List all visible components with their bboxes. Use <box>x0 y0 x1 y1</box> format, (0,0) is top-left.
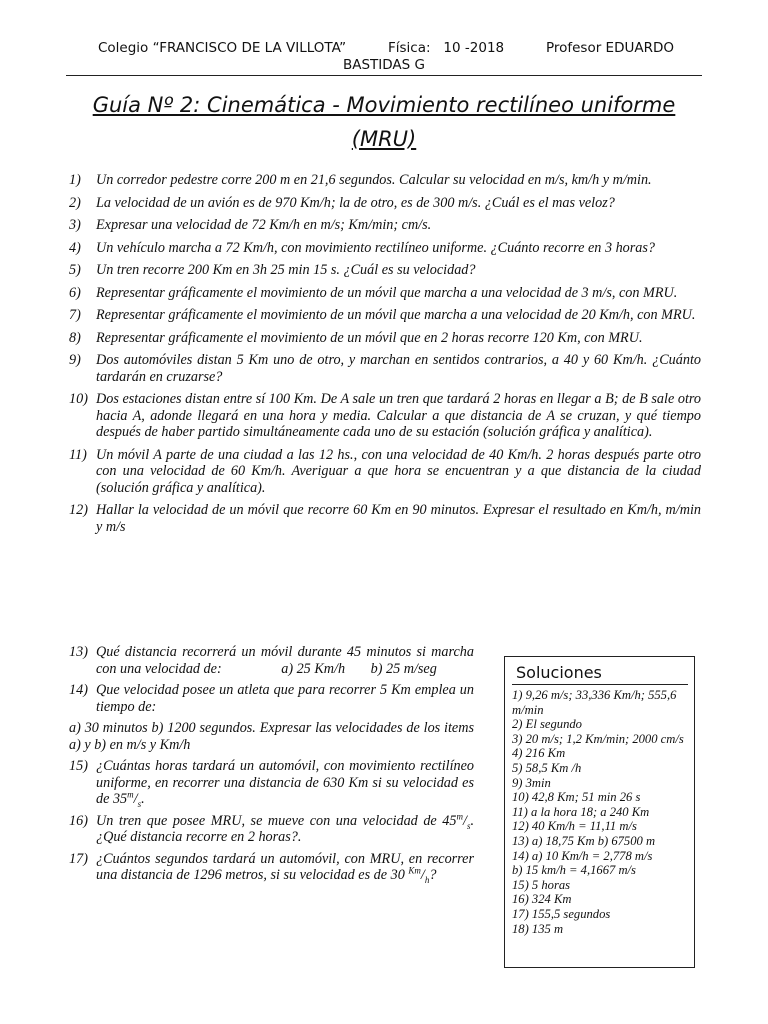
teacher-surname: BASTIDAS G <box>342 57 425 73</box>
question-text: Un corredor pedestre corre 200 m en 21,6 segundos. Calcular su velocidad en m/s, km/h y m/min. <box>96 172 652 188</box>
solution-item: 13) a) 18,75 Km b) 67500 m <box>512 833 656 848</box>
question-1 <box>69 172 701 189</box>
header-divider <box>66 75 702 76</box>
solutions-list <box>512 688 688 936</box>
unit-denominator: s <box>137 798 142 809</box>
solution-item: 3) 20 m/s; 1,2 Km/min; 2000 cm/s <box>512 731 684 746</box>
question-14 <box>69 682 474 715</box>
solution-item: 18) 135 m <box>512 921 564 936</box>
solution-item: 4) 216 Km <box>512 746 566 761</box>
question-text: Representar gráficamente el movimiento de un móvil que en 2 horas recorre 120 Km, con MRU. <box>96 329 643 346</box>
question-11 <box>69 447 701 497</box>
question-number: 10) <box>69 391 88 407</box>
question-number: 7) <box>69 307 81 323</box>
question-6 <box>69 285 701 302</box>
document-header <box>66 40 702 74</box>
question-number: 3) <box>69 217 81 233</box>
question-15-end: . <box>141 791 145 807</box>
question-15 <box>69 758 474 808</box>
question-13-text: Qué distancia recorrerá un móvil durante 45 minutos si marcha con una velocidad de: <box>96 644 474 677</box>
question-14-continuation: a) 30 minutos b) 1200 segundos. Expresar las velocidades de los items a) y b) en m/s y Km/h <box>69 720 474 753</box>
question-number: 13) <box>69 644 88 660</box>
title-line-1: Guía Nº 2: Cinemática - Movimiento rectilíneo uniforme <box>92 93 676 117</box>
question-number: 4) <box>69 239 81 256</box>
question-number: 15) <box>69 758 88 774</box>
title-line-2: (MRU) <box>351 127 417 151</box>
question-number: 11) <box>69 446 87 463</box>
solution-item: 2) El segundo <box>512 717 582 732</box>
question-text: Que velocidad posee un atleta que para recorrer 5 Km emplea un tiempo de: <box>96 682 474 715</box>
question-number: 17) <box>69 850 88 867</box>
unit-denominator: s <box>466 820 471 831</box>
question-number: 6) <box>69 284 81 301</box>
subject: Física: <box>388 40 431 56</box>
question-5 <box>69 262 701 279</box>
solution-item: b) 15 km/h = 4,1667 m/s <box>512 863 636 878</box>
question-text: Hallar la velocidad de un móvil que recorre 60 Km en 90 minutos. Expresar el resultado en Km/h, m/min y m/s <box>96 502 701 535</box>
solution-item: 1) 9,26 m/s; 33,336 Km/h; 555,6 m/min <box>512 688 677 717</box>
question-12 <box>69 502 701 535</box>
question-number: 8) <box>69 329 81 346</box>
question-text: Un tren recorre 200 Km en 3h 25 min 15 s. ¿Cuál es su velocidad? <box>96 262 476 278</box>
question-number: 1) <box>69 172 81 188</box>
question-2 <box>69 195 701 212</box>
option-a: a) 25 Km/h <box>281 660 346 677</box>
question-number: 12) <box>69 502 88 518</box>
unit-numerator: Km <box>408 865 421 876</box>
question-7 <box>69 307 701 324</box>
question-text: ¿Cuántas horas tardará un automóvil, con movimiento rectilíneo uniforme, en recorrer una distancia de 630 Km si su velocidad es de $35^m/_s$. <box>96 758 474 809</box>
solutions-title: Soluciones <box>512 662 688 685</box>
question-number: 16) <box>69 812 88 829</box>
question-10 <box>69 391 701 441</box>
solution-item: 14) a) 10 Km/h = 2,778 m/s <box>512 848 653 863</box>
question-number: 14) <box>69 682 88 698</box>
question-list <box>69 172 701 541</box>
question-17-text: ¿Cuántos segundos tardará un automóvil, con MRU, en recorrer una distancia de 1296 metros, si su velocidad es de 30 <box>96 850 474 883</box>
question-4 <box>69 240 701 257</box>
question-13 <box>69 644 474 677</box>
solution-item: 5) 58,5 Km /h <box>512 760 582 775</box>
question-column <box>69 644 474 889</box>
question-16-end: . ¿Qué distancia recorre en 2 horas?. <box>96 812 474 845</box>
unit-denominator: h <box>424 874 430 885</box>
question-text: Un vehículo marcha a 72 Km/h, con movimiento rectilíneo uniforme. ¿Cuánto recorre en 3 horas? <box>96 239 656 256</box>
question-text <box>96 644 474 677</box>
subject-and-year <box>388 40 504 57</box>
question-3 <box>69 217 701 234</box>
question-number: 2) <box>69 194 81 211</box>
question-15-text: ¿Cuántas horas tardará un automóvil, con movimiento rectilíneo uniforme, en recorrer una distancia de 630 Km si su velocidad es de 35 <box>96 758 474 807</box>
question-9 <box>69 352 701 385</box>
year: 10 -2018 <box>443 40 505 56</box>
teacher-name: Profesor EDUARDO <box>545 40 674 56</box>
question-text: Dos automóviles distan 5 Km uno de otro, y marchan en sentidos contrarios, a 40 y 60 Km/h. ¿Cuánto tardarán en cruzarse? <box>96 352 701 385</box>
question-16-text: Un tren que posee MRU, se mueve con una velocidad de 45 <box>96 812 457 829</box>
question-8 <box>69 330 701 347</box>
question-number: 9) <box>69 352 81 368</box>
solution-item: 16) 324 Km <box>512 892 572 907</box>
solution-item: 12) 40 Km/h = 11,11 m/s <box>512 819 637 834</box>
question-text: Representar gráficamente el movimiento de un móvil que marcha a una velocidad de 20 Km/h, con MRU. <box>96 307 696 323</box>
question-text: Dos estaciones distan entre sí 100 Km. De A sale un tren que tardará 2 horas en llegar a B; de B sale otro hacia A, adonde llegará en una hora y media. Calcular a que distancia de A se cruzan, y qué tiempo después de haber partido simultáneamente cada uno de su estación (solución gráfica y analítica). <box>96 391 701 440</box>
solution-item: 11) a la hora 18; a 240 Km <box>512 804 650 819</box>
solution-item: 9) 3min <box>512 775 551 790</box>
question-text: Representar gráficamente el movimiento de un móvil que marcha a una velocidad de 3 m/s, con MRU. <box>96 284 678 301</box>
question-17-end: ? <box>429 867 437 883</box>
page-title <box>66 88 702 156</box>
question-text: La velocidad de un avión es de 970 Km/h; la de otro, es de 300 m/s. ¿Cuál es el mas veloz? <box>96 194 615 211</box>
question-number: 5) <box>69 262 81 278</box>
question-17 <box>69 851 474 884</box>
solution-item: 15) 5 horas <box>512 877 571 892</box>
option-b: b) 25 m/seg <box>370 660 437 677</box>
question-16 <box>69 810 474 846</box>
solutions-box <box>504 656 695 968</box>
question-text: ¿Cuántos segundos tardará un automóvil, con MRU, en recorrer una distancia de 1296 metros, si su velocidad es de 30 $^{Km}/_h$? <box>96 850 474 885</box>
question-text: Un tren que posee MRU, se mueve con una velocidad de $45^m/_s$. ¿Qué distancia recorre en 2 horas?. <box>96 810 474 845</box>
unit-numerator: m <box>456 810 463 821</box>
question-text: Expresar una velocidad de 72 Km/h en m/s; Km/min; cm/s. <box>96 217 432 233</box>
school-name: Colegio “FRANCISCO DE LA VILLOTA” <box>98 40 347 56</box>
solution-item: 17) 155,5 segundos <box>512 906 611 921</box>
unit-numerator: m <box>127 789 134 800</box>
question-text: Un móvil A parte de una ciudad a las 12 hs., con una velocidad de 40 Km/h. 2 horas después parte otro con una velocidad de 60 Km/h. Averiguar a que hora se encuentran y a que distancia de la ciudad (solución gráfica y analítica). <box>96 446 701 496</box>
solution-item: 10) 42,8 Km; 51 min 26 s <box>512 790 641 805</box>
